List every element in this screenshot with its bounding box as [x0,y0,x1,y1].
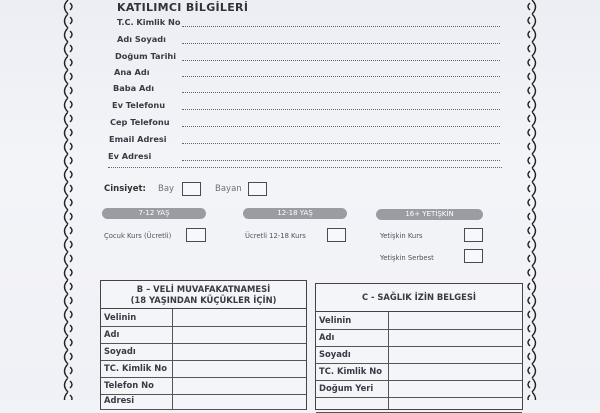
row-label: Velinin [104,312,137,322]
gender-bay-checkbox[interactable] [182,182,201,196]
health-permit-title: C - SAĞLIK İZİN BELGESİ [316,284,522,312]
table-row[interactable] [316,395,522,413]
fill-in-line[interactable] [182,76,500,77]
fill-in-line[interactable] [182,60,500,61]
parent-consent-table [100,280,307,410]
parent-consent-title-line2: (18 YAŞINDAN KÜÇÜKLER İÇİN) [130,295,277,305]
field-label: Ev Adresi [108,151,152,161]
row-label: Adı [104,329,120,339]
fill-in-line[interactable] [182,109,500,110]
health-permit-table [315,283,523,410]
gender-option-bayan: Bayan [215,184,242,194]
course-option-cocuk: Çocuk Kurs (Ücretli) [104,232,172,240]
field-label: T.C. Kimlik No [117,17,181,27]
age-pill-16-plus: 16+ YETİŞKİN [376,209,483,220]
participant-info-title: KATILIMCI BİLGİLERİ [117,1,249,14]
fill-in-line[interactable] [182,26,500,27]
row-label: TC. Kimlik No [319,366,383,376]
fill-in-line[interactable] [182,126,500,127]
field-label: Email Adresi [109,134,167,144]
age-pill-7-12: 7-12 YAŞ [102,208,206,219]
field-label: Baba Adı [113,83,155,93]
table-row[interactable] [316,329,522,347]
field-tc-kimlik[interactable] [0,17,600,31]
row-label: Adı [319,332,335,342]
row-label: Doğum Yeri [319,383,374,393]
field-baba-adi[interactable] [0,83,600,97]
fill-in-line[interactable] [182,143,500,144]
field-email[interactable] [0,134,600,148]
row-label: Soyadı [104,346,136,356]
field-label: Cep Telefonu [110,117,170,127]
course-option-yetiskin-serbest: Yetişkin Serbest [380,254,434,262]
field-ev-adresi-cont[interactable] [0,158,600,172]
gender-label: Cinsiyet: [104,184,146,194]
table-row[interactable] [101,326,306,344]
row-label: Soyadı [319,349,351,359]
table-row[interactable] [101,309,306,327]
table-row[interactable] [316,312,522,330]
fill-in-line[interactable] [182,43,500,44]
table-row[interactable] [316,346,522,364]
field-dogum-tarihi[interactable] [0,51,600,65]
row-label: Velinin [319,315,352,325]
field-ev-telefonu[interactable] [0,100,600,114]
field-label: Ana Adı [114,67,150,77]
table-row[interactable] [101,392,306,410]
field-cep-telefonu[interactable] [0,117,600,131]
gender-bayan-checkbox[interactable] [248,182,267,196]
age-pill-12-18: 12-18 YAŞ [243,208,347,219]
course-12-18-checkbox[interactable] [327,228,346,242]
fill-in-line[interactable] [108,167,502,168]
table-row[interactable] [101,343,306,361]
course-yetiskin-serbest-checkbox[interactable] [464,249,483,263]
gender-option-bay: Bay [158,184,175,194]
course-option-12-18: Ücretli 12-18 Kurs [245,232,306,240]
fill-in-line[interactable] [182,92,500,93]
parent-consent-title-line1: B – VELİ MUVAFAKATNAMESİ [136,284,271,294]
parent-consent-title [101,281,306,309]
table-row[interactable] [101,360,306,378]
field-adi-soyadi[interactable] [0,34,600,48]
field-label: Adı Soyadı [117,34,166,44]
course-option-yetiskin-kurs: Yetişkin Kurs [380,232,423,240]
field-ana-adi[interactable] [0,67,600,81]
field-label: Doğum Tarihi [115,51,177,61]
row-label: Telefon No [104,380,154,390]
table-row[interactable] [316,363,522,381]
field-label: Ev Telefonu [112,100,166,110]
row-label: TC. Kimlik No [104,363,168,373]
row-label: Adresi [104,395,135,405]
course-yetiskin-kurs-checkbox[interactable] [464,228,483,242]
course-cocuk-checkbox[interactable] [186,228,206,242]
